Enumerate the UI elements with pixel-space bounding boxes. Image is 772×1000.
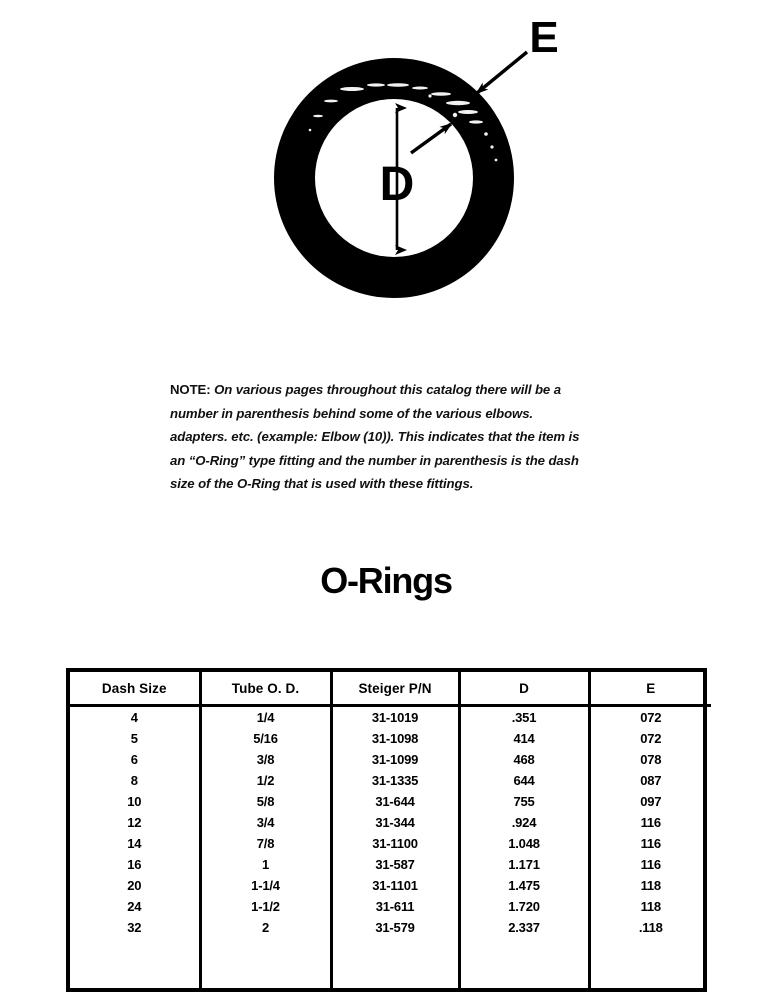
table-row [70,896,711,917]
cell-d-value: .351 [459,706,589,729]
table-row [70,749,711,770]
cell-d-value: 1.720 [459,896,589,917]
cell-d-value: 2.337 [459,917,589,938]
cell-dash-size: 8 [70,770,200,791]
note-block [170,378,590,496]
cell-dash-size: 32 [70,917,200,938]
cell-dash-size: 20 [70,875,200,896]
cell-tube-od: 1 [200,854,331,875]
cell-dash-size: 16 [70,854,200,875]
table-header [70,672,711,706]
note-paragraph [170,378,590,496]
table-row [70,812,711,833]
cell-d-value: 468 [459,749,589,770]
note-lead-label: NOTE: [170,382,211,397]
e-dimension-label: E [529,13,559,62]
cell-e-value: .118 [638,920,663,935]
cell-dash-size: 6 [70,749,200,770]
table-body [70,706,711,989]
page-title: O-Rings [320,560,452,601]
cell-steiger-pn: 31-611 [331,896,459,917]
cell-d-value: 414 [459,728,589,749]
cell-e-value: 116 [640,836,661,851]
cell-dash-size: 12 [70,812,200,833]
table-filler-row [70,938,711,988]
cell-e-value: 116 [640,857,661,872]
cell-e-value: 087 [640,773,662,788]
cell-e-value: 097 [640,794,662,809]
column-header-dash-size: Dash Size [70,672,200,706]
table-row [70,791,711,812]
cell-e-value: 118 [640,878,661,893]
cell-steiger-pn: 31-344 [331,812,459,833]
cell-dash-size: 4 [70,706,200,729]
cell-steiger-pn: 31-1099 [331,749,459,770]
cell-steiger-pn: 31-1098 [331,728,459,749]
column-header-d: D [459,672,589,706]
e-leader-arrow [477,52,527,93]
cell-tube-od: 1-1/2 [200,896,331,917]
cell-tube-od: 1/4 [200,706,331,729]
note-body-text: On various pages throughout this catalog there will be a number in parenthesis behind some of the various elbows. adapters. etc. (example: Elbow (10)). This indicates that the item is an “O-Ring” type fitting and the number in parenthesis is the dash size of the O-Ring that is used with these fittings. [170,382,580,491]
table-row [70,728,711,749]
cell-d-value: 644 [459,770,589,791]
cell-empty [70,938,200,988]
cell-d-value: .924 [459,812,589,833]
cell-d-value: 1.048 [459,833,589,854]
table-header-row [70,672,711,706]
cell-steiger-pn: 31-1101 [331,875,459,896]
cell-steiger-pn: 31-587 [331,854,459,875]
cell-tube-od: 1/2 [200,770,331,791]
table-row [70,706,711,729]
cell-e-value: 116 [640,815,661,830]
table-row [70,854,711,875]
d-dimension-label: D [379,158,415,211]
cell-steiger-pn: 31-579 [331,917,459,938]
cell-tube-od: 1-1/4 [200,875,331,896]
cell-e-value: 072 [640,731,662,746]
cell-tube-od: 3/8 [200,749,331,770]
table-row [70,833,711,854]
o-ring-spec-table [70,672,711,988]
column-header-e: E [589,672,711,706]
cell-d-value: 755 [459,791,589,812]
cell-dash-size: 5 [70,728,200,749]
cell-dash-size: 10 [70,791,200,812]
cell-e-value: 078 [640,752,662,767]
cell-e-value: 118 [640,899,661,914]
table-row [70,875,711,896]
cell-d-value: 1.475 [459,875,589,896]
cell-tube-od: 7/8 [200,833,331,854]
cell-empty [331,938,459,988]
cell-steiger-pn: 31-1100 [331,833,459,854]
cell-dash-size: 24 [70,896,200,917]
cell-empty [200,938,331,988]
cell-tube-od: 3/4 [200,812,331,833]
table-row [70,917,711,938]
cell-tube-od: 5/8 [200,791,331,812]
cell-steiger-pn: 31-1019 [331,706,459,729]
column-header-tube-od: Tube O. D. [200,672,331,706]
column-header-steiger-pn: Steiger P/N [331,672,459,706]
cell-tube-od: 5/16 [200,728,331,749]
o-ring-spec-table-container [66,668,707,992]
o-ring-diagram-svg [0,0,772,330]
table-row [70,770,711,791]
cell-steiger-pn: 31-644 [331,791,459,812]
o-ring-diagram [0,0,772,330]
cell-dash-size: 14 [70,833,200,854]
cell-tube-od: 2 [200,917,331,938]
cell-d-value: 1.171 [459,854,589,875]
cell-e-value: 072 [640,710,662,725]
cell-empty [589,938,711,988]
cell-empty [459,938,589,988]
cell-steiger-pn: 31-1335 [331,770,459,791]
